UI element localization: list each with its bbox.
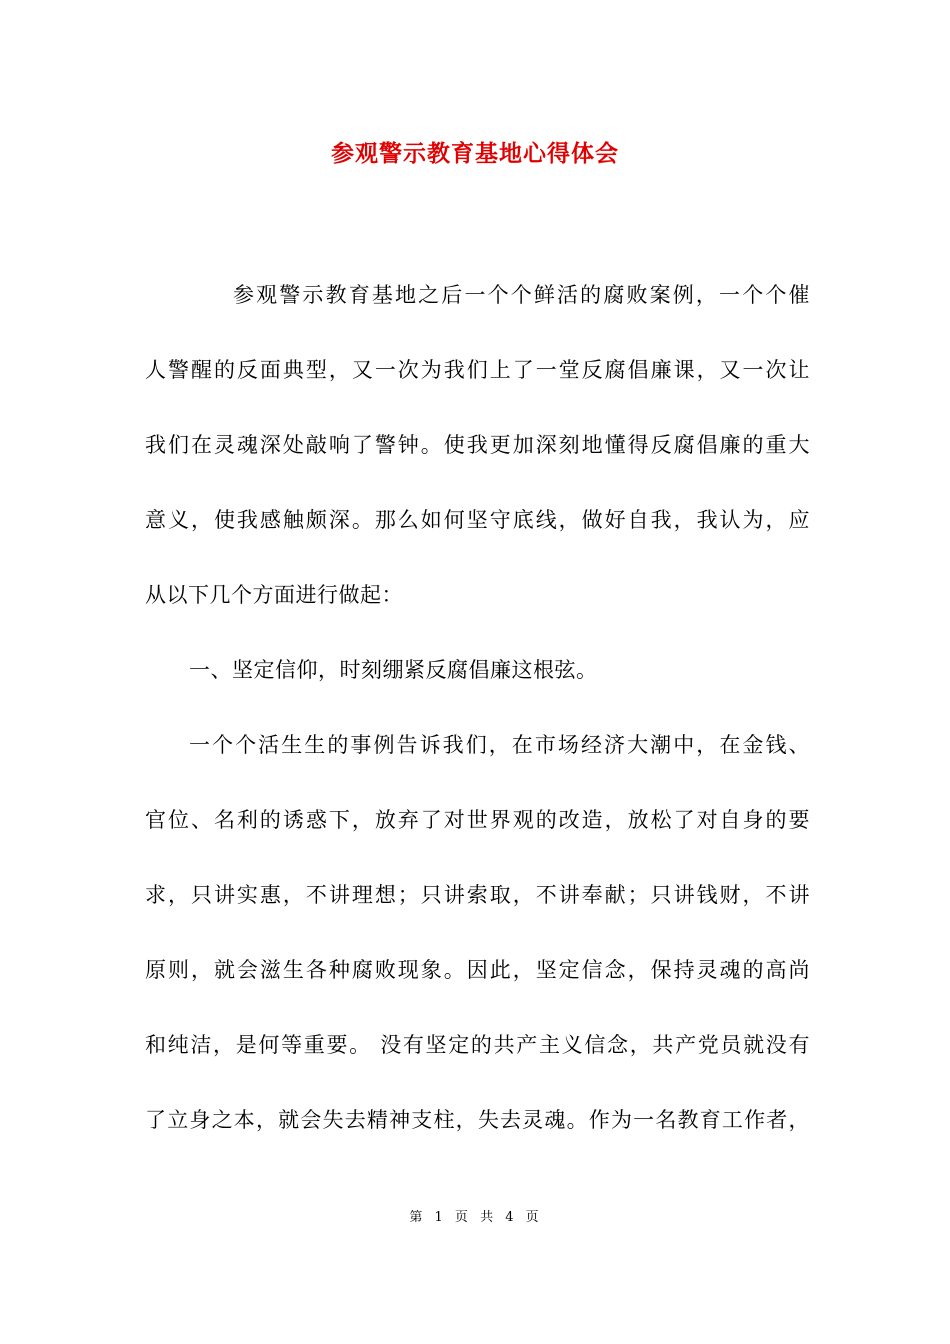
paragraph-line: 从以下几个方面进行做起： <box>145 583 403 607</box>
paragraph-line: 和纯洁，是何等重要。 没有坚定的共产主义信念，共产党员就没有 <box>145 1033 810 1057</box>
document-title: 参观警示教育基地心得体会 <box>331 140 619 167</box>
paragraph-line: 我们在灵魂深处敲响了警钟。使我更加深刻地懂得反腐倡廉的重大 <box>145 433 810 457</box>
paragraph-line: 参观警示教育基地之后一个个鲜活的腐败案例，一个个催 <box>233 283 810 307</box>
document-body <box>145 275 810 1175</box>
paragraph-line: 了立身之本，就会失去精神支柱，失去灵魂。作为一名教育工作者， <box>145 1108 810 1132</box>
paragraph-line: 意义，使我感触颇深。那么如何坚守底线，做好自我，我认为，应 <box>145 508 810 532</box>
paragraph-line: 人警醒的反面典型，又一次为我们上了一堂反腐倡廉课，又一次让 <box>145 358 810 382</box>
footer-label-unit: 页 <box>454 1210 470 1225</box>
footer-current-page: 1 <box>434 1210 445 1225</box>
page-footer <box>0 1208 950 1228</box>
paragraph-line: 求，只讲实惠，不讲理想；只讲索取，不讲奉献；只讲钱财，不讲 <box>145 883 810 907</box>
footer-label-page: 第 <box>409 1210 425 1225</box>
paragraph-line: 官位、名利的诱惑下，放弃了对世界观的改造，放松了对自身的要 <box>145 808 810 832</box>
footer-label-total: 共 <box>480 1210 496 1225</box>
section-heading: 一、坚定信仰，时刻绷紧反腐倡廉这根弦。 <box>189 658 598 682</box>
paragraph-line: 原则，就会滋生各种腐败现象。因此，坚定信念，保持灵魂的高尚 <box>145 958 810 982</box>
footer-label-unit2: 页 <box>525 1210 541 1225</box>
paragraph-line: 一个个活生生的事例告诉我们，在市场经济大潮中，在金钱、 <box>189 733 810 757</box>
footer-total-pages: 4 <box>505 1210 516 1225</box>
